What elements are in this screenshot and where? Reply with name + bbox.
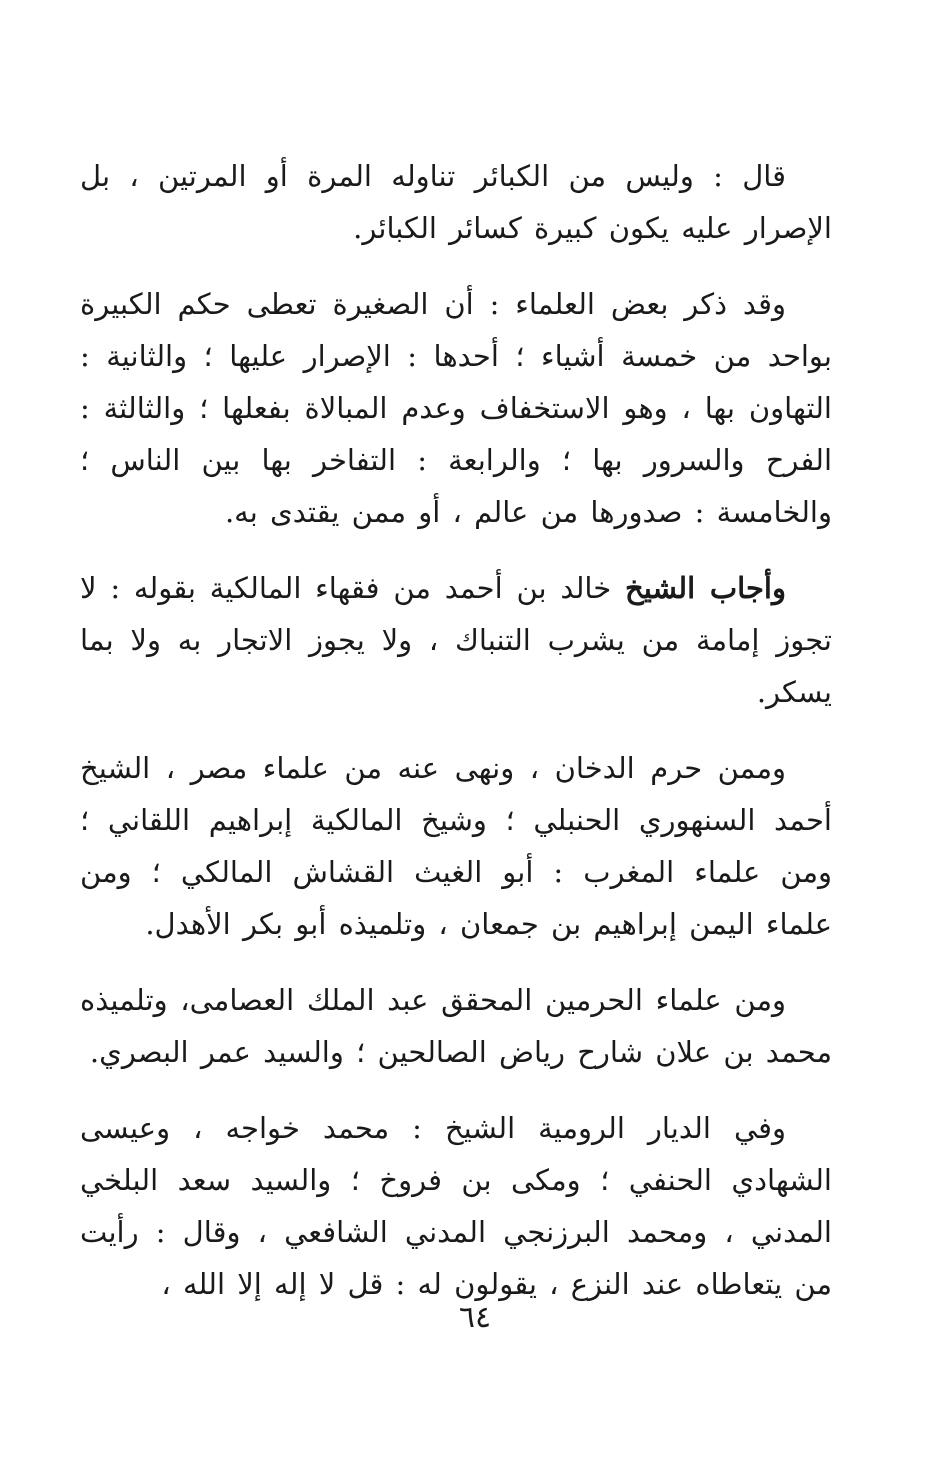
paragraph-2 xyxy=(80,278,832,538)
paragraph-1-text: قال : وليس من الكبائر تناوله المرة أو المرتين ، بل الإصرار عليه يكون كبيرة كسائر الكبائر. xyxy=(80,159,832,245)
paragraph-3 xyxy=(80,562,832,718)
paragraph-5-text: ومن علماء الحرمين المحقق عبد الملك العصامى، وتلميذه محمد بن علان شارح رياض الصالحين ؛ والسيد عمر البصري. xyxy=(80,983,832,1069)
page-number: ٦٤ xyxy=(458,1300,492,1335)
paragraph-1 xyxy=(80,150,832,254)
paragraph-3-text: خالد بن أحمد من فقهاء المالكية بقوله : لا تجوز إمامة من يشرب التنباك ، ولا يجوز الاتجار به ولا بما يسكر. xyxy=(80,571,832,709)
paragraph-4-text: وممن حرم الدخان ، ونهى عنه من علماء مصر ، الشيخ أحمد السنهوري الحنبلي ؛ وشيخ المالكية إبراهيم اللقاني ؛ ومن علماء المغرب : أبو الغيث القشاش المالكي ؛ ومن علماء اليمن إبراهيم بن جمعان ، وتلميذه أبو بكر الأهدل. xyxy=(80,751,832,941)
paragraph-4 xyxy=(80,742,832,950)
paragraph-6-text: وفي الديار الرومية الشيخ : محمد خواجه ، وعيسى الشهادي الحنفي ؛ ومكى بن فروخ ؛ والسيد سعد البلخي المدني ، ومحمد البرزنجي المدني الشافعي ، وقال : رأيت من يتعاطاه عند النزع ، يقولون له : قل لا إله إلا الله ، xyxy=(80,1111,832,1301)
page-body xyxy=(80,150,832,1334)
paragraph-3-bold-lead: وأجاب الشيخ xyxy=(624,571,786,605)
paragraph-6 xyxy=(80,1102,832,1310)
paragraph-5 xyxy=(80,974,832,1078)
paragraph-2-text: وقد ذكر بعض العلماء : أن الصغيرة تعطى حكم الكبيرة بواحد من خمسة أشياء ؛ أحدها : الإصرار عليها ؛ والثانية : التهاون بها ، وهو الاستخفاف وعدم المبالاة بفعلها ؛ والثالثة : الفرح والسرور بها ؛ والرابعة : التفاخر بها بين الناس ؛ والخامسة : صدورها من عالم ، أو ممن يقتدى به. xyxy=(80,287,832,529)
